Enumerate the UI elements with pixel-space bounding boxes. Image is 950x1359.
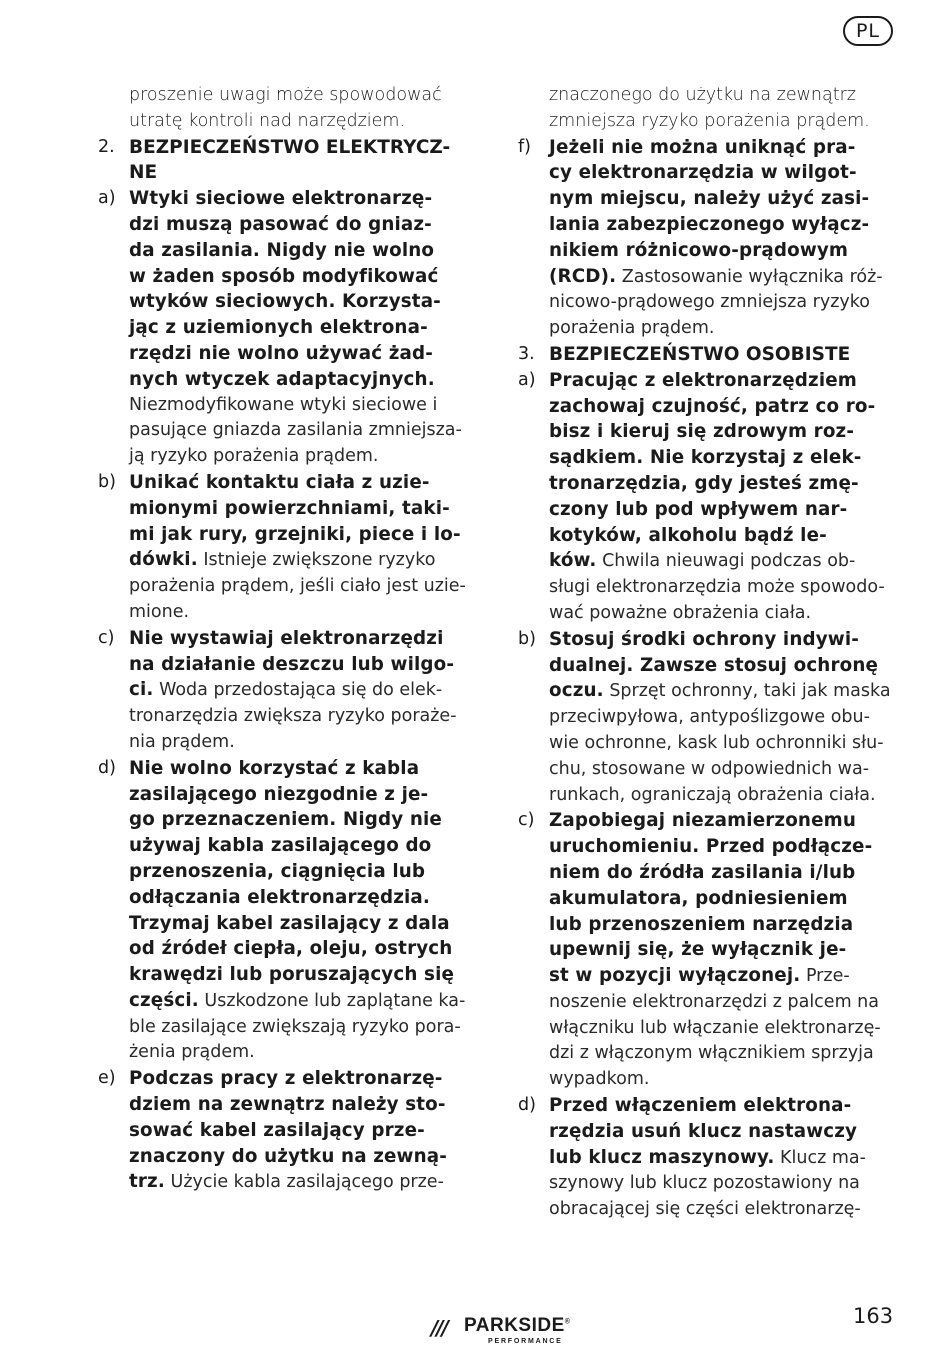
- item-marker: d): [98, 757, 116, 778]
- text-line: nych wtyczek adaptacyjnych.: [129, 368, 435, 390]
- text-line: Wtyki sieciowe elektronarzę-: [129, 188, 433, 210]
- left-items: [98, 186, 480, 1196]
- language-badge: PL: [843, 16, 893, 46]
- text-line: sować kabel zasilający prze-: [129, 1119, 425, 1141]
- text-line: bisz i kieruj się zdrowym roz-: [549, 421, 855, 443]
- list-item: [98, 1066, 480, 1196]
- body-text: Sprzęt ochronny, taki jak maska: [603, 681, 891, 702]
- item-marker: a): [518, 369, 536, 390]
- lead-text: ków.: [549, 550, 597, 572]
- text-line: Jeżeli nie można uniknąć pra-: [549, 136, 856, 158]
- text-line: nym miejscu, należy użyć zasi-: [549, 188, 870, 210]
- section-number: 3.: [518, 343, 535, 364]
- text-line: ją ryzyko porażenia prądem.: [129, 446, 379, 467]
- mixed-line: [549, 1145, 898, 1172]
- text-line: Nie wystawiaj elektronarzędzi: [129, 627, 444, 649]
- text-line: Zapobiegaj niezamierzonemu: [549, 810, 857, 832]
- text-line: żenia prądem.: [129, 1042, 255, 1063]
- text-line: dziem na zewnątrz należy sto-: [129, 1094, 446, 1116]
- text-line: nikiem różnicowo-prądowym: [549, 239, 849, 261]
- body-text: Użycie kabla zasilającego prze-: [164, 1172, 444, 1193]
- body-text: Chwila nieuwagi podczas ob-: [596, 551, 856, 572]
- text-line: kotyków, alkoholu bądź le-: [549, 524, 827, 546]
- logo-slashes: ///: [431, 1316, 447, 1340]
- text-line: mione.: [129, 601, 190, 622]
- text-line: BEZPIECZEŃSTWO ELEKTRYCZ-: [129, 136, 451, 158]
- item-marker: f): [518, 136, 531, 157]
- mixed-line: [129, 988, 480, 1015]
- text-line: porażenia prądem.: [549, 318, 715, 339]
- body-text: Istnieje zwiększone ryzyko: [197, 550, 436, 571]
- list-item: [98, 756, 480, 1067]
- text-line: odłączania elektronarzędzia.: [129, 886, 430, 908]
- text-line: lania zabezpieczonego wyłącz-: [549, 213, 870, 235]
- text-line: krawędzi lub poruszających się: [129, 964, 455, 986]
- text-line: Niezmodyfikowane wtyki sieciowe i: [129, 394, 438, 415]
- text-line: wać poważne obrażenia ciała.: [549, 602, 812, 623]
- item-marker: b): [98, 471, 116, 492]
- text-line: Przed włączeniem elektrona-: [549, 1095, 852, 1117]
- text-line: znaczony do użytku na zewną-: [129, 1145, 447, 1167]
- text-line: nia prądem.: [129, 731, 235, 752]
- text-line: noszenie elektronarzędzi z palcem na: [549, 991, 879, 1012]
- lead-text: trz.: [129, 1171, 165, 1193]
- item-marker: e): [98, 1068, 116, 1089]
- section-heading-personal: [518, 342, 898, 368]
- right-column: [518, 83, 898, 1223]
- text-line: upewnij się, że wyłącznik je-: [549, 939, 847, 961]
- mixed-line: [549, 678, 898, 705]
- text-line: sługi elektronarzędzia może spowodo-: [549, 577, 885, 598]
- text-line: NE: [129, 162, 158, 184]
- text-line: rzędzia usuń klucz nastawczy: [549, 1120, 858, 1142]
- left-intro: [98, 83, 480, 135]
- text-line: mi jak rury, grzejniki, piece i lo-: [129, 523, 461, 545]
- text-line: zmniejsza ryzyko porażenia prądem.: [549, 110, 870, 131]
- text-line: dualnej. Zawsze stosuj ochronę: [549, 654, 879, 676]
- text-line: zachowaj czujność, patrz co ro-: [549, 395, 876, 417]
- list-item: [518, 627, 898, 809]
- text-line: szynowy lub klucz pozostawiony na: [549, 1173, 860, 1194]
- lead-text: (RCD).: [549, 265, 617, 287]
- lead-text: st w pozycji wyłączonej.: [549, 965, 801, 987]
- text-line: dzi z włączonym włącznikiem sprzyja: [549, 1043, 874, 1064]
- text-line: sądkiem. Nie korzystaj z elek-: [549, 447, 862, 469]
- list-item: [98, 186, 480, 470]
- text-line: uruchomieniu. Przed podłącze-: [549, 836, 873, 858]
- text-line: przeciwpyłowa, antypoślizgowe obu-: [549, 707, 870, 728]
- item-marker: a): [98, 188, 116, 209]
- text-line: porażenia prądem, jeśli ciało jest uzie-: [129, 576, 466, 597]
- text-line: akumulatora, podniesieniem: [549, 887, 848, 909]
- logo-subtitle: PERFORMANCE: [488, 1338, 563, 1345]
- text-line: czony lub pod wpływem nar-: [549, 498, 848, 520]
- list-item: [98, 470, 480, 626]
- body-text: Zastosowanie wyłącznika róż-: [616, 266, 883, 287]
- text-line: BEZPIECZEŃSTWO OSOBISTE: [549, 343, 851, 365]
- list-item: [518, 808, 898, 1093]
- right-intro: [518, 83, 898, 135]
- list-item: [518, 1093, 898, 1223]
- body-text: Prze-: [800, 966, 850, 987]
- mixed-line: [129, 1169, 480, 1196]
- text-line: Nie wolno korzystać z kabla: [129, 757, 420, 779]
- item-f: [518, 135, 898, 342]
- text-line: Trzymaj kabel zasilający z dala: [129, 912, 450, 934]
- mixed-line: [549, 963, 898, 990]
- lead-text: oczu.: [549, 680, 604, 702]
- text-line: go przeznaczeniem. Nigdy nie: [129, 809, 442, 831]
- lead-text: ci.: [129, 679, 154, 701]
- body-text: Woda przedostająca się do elek-: [153, 680, 443, 701]
- text-line: od źródeł ciepła, oleju, ostrych: [129, 938, 453, 960]
- text-line: wypadkom.: [549, 1069, 650, 1090]
- text-line: dzi muszą pasować do gniaz-: [129, 213, 432, 235]
- text-line: włączniku lub włączanie elektronarzę-: [549, 1017, 881, 1038]
- page-number: 163: [853, 1304, 894, 1328]
- mixed-line: [129, 677, 480, 704]
- text-line: wie ochronne, kask lub ochronniki słu-: [549, 732, 884, 753]
- text-line: Pracując z elektronarzędziem: [549, 369, 857, 391]
- body-text: Uszkodzone lub zaplątane ka-: [198, 990, 466, 1011]
- item-marker: c): [518, 810, 535, 831]
- text-line: nicowo-prądowego zmniejsza ryzyko: [549, 292, 870, 313]
- lead-text: lub klucz maszynowy.: [549, 1146, 775, 1168]
- text-line: runkach, ograniczają obrażenia ciała.: [549, 784, 876, 805]
- body-text: Klucz ma-: [774, 1147, 866, 1168]
- text-line: niem do źródła zasilania i/lub: [549, 861, 856, 883]
- mixed-line: [549, 264, 898, 291]
- item-marker: d): [518, 1095, 536, 1116]
- text-line: tronarzędzia, gdy jesteś zmę-: [549, 472, 859, 494]
- list-item: [518, 135, 898, 342]
- section-heading-electrical: [98, 135, 480, 187]
- text-line: Podczas pracy z elektronarzę-: [129, 1068, 443, 1090]
- text-line: wtyków sieciowych. Korzysta-: [129, 291, 441, 313]
- text-line: używaj kabla zasilającego do: [129, 835, 432, 857]
- logo-brand: PARKSIDE®: [464, 1315, 571, 1336]
- lead-text: dówki.: [129, 549, 198, 571]
- item-marker: c): [98, 627, 115, 648]
- text-line: mionymi powierzchniami, taki-: [129, 497, 450, 519]
- mixed-line: [129, 547, 480, 574]
- text-line: ble zasilające zwiększają ryzyko pora-: [129, 1016, 461, 1037]
- text-line: na działanie deszczu lub wilgo-: [129, 653, 455, 675]
- left-column: [98, 83, 480, 1196]
- list-item: [518, 368, 898, 627]
- text-line: jąc z uziemionych elektrona-: [129, 317, 428, 339]
- text-line: da zasilania. Nigdy nie wolno: [129, 239, 435, 261]
- lead-text: części.: [129, 989, 199, 1011]
- text-line: przenoszenia, ciągnięcia lub: [129, 860, 426, 882]
- section-number: 2.: [98, 136, 115, 157]
- text-line: pasujące gniazda zasilania zmniejsza-: [129, 420, 462, 441]
- text-line: zasilającego niezgodnie z je-: [129, 783, 429, 805]
- text-line: Stosuj środki ochrony indywi-: [549, 628, 859, 650]
- list-item: [98, 626, 480, 756]
- item-marker: b): [518, 628, 536, 649]
- text-line: lub przenoszeniem narzędzia: [549, 913, 854, 935]
- right-items: [518, 368, 898, 1223]
- mixed-line: [549, 548, 898, 575]
- text-line: utratę kontroli nad narzędziem.: [129, 110, 406, 131]
- text-line: proszenie uwagi może spowodować: [129, 85, 442, 105]
- text-line: Unikać kontaktu ciała z uzie-: [129, 471, 430, 493]
- text-line: w żaden sposób modyfikować: [129, 265, 439, 287]
- text-line: rzędzi nie wolno używać żad-: [129, 342, 433, 364]
- text-line: obracającej się części elektronarzę-: [549, 1199, 861, 1220]
- text-line: cy elektronarzędzia w wilgot-: [549, 162, 857, 184]
- text-line: tronarzędzia zwiększa ryzyko poraże-: [129, 706, 457, 727]
- text-line: chu, stosowane w odpowiednich wa-: [549, 758, 870, 779]
- parkside-logo: [431, 1313, 591, 1347]
- text-line: znaczonego do użytku na zewnątrz: [549, 85, 856, 105]
